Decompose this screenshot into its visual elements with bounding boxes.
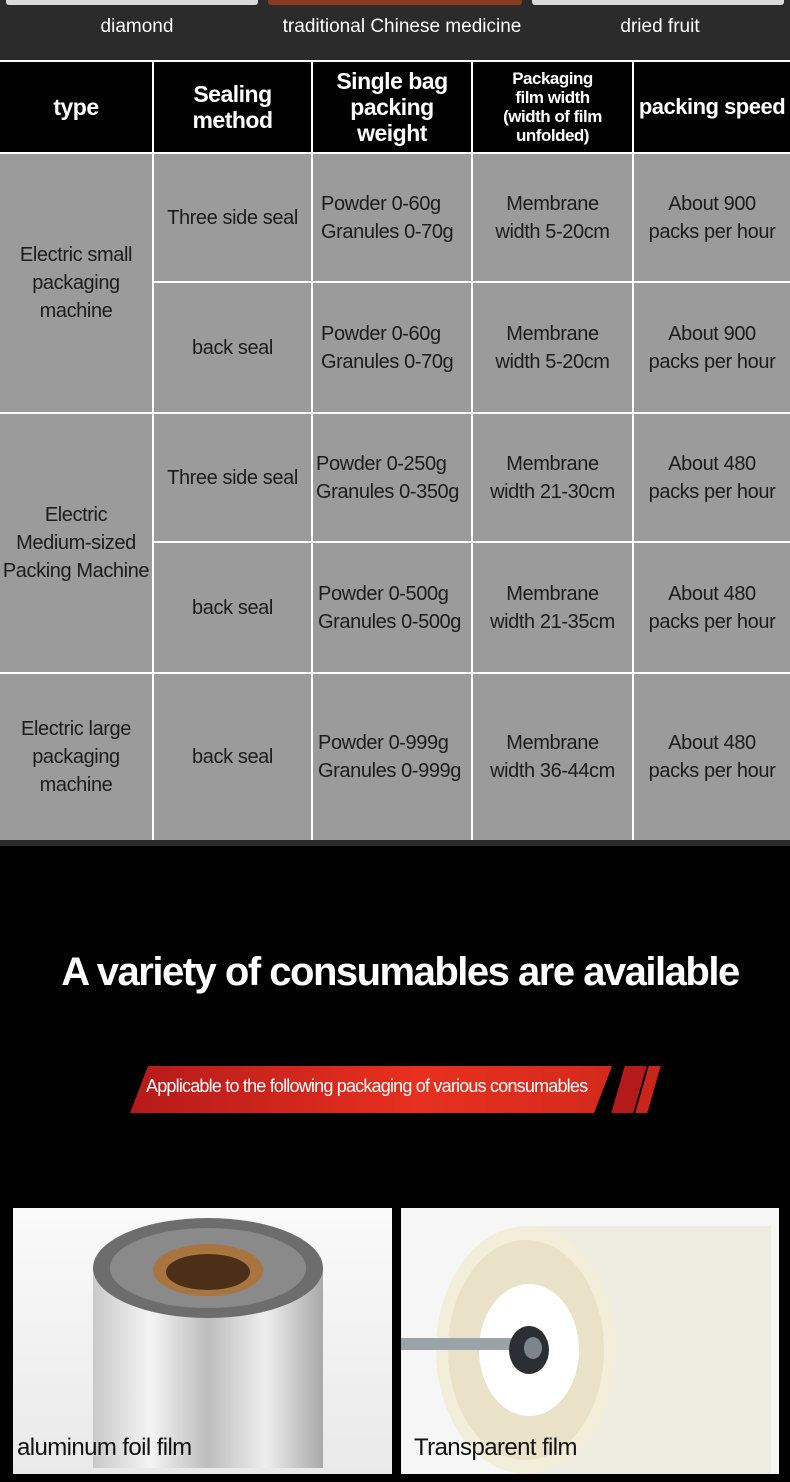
table-top-border — [0, 60, 790, 62]
row-3-speed: About 480 packs per hour — [634, 414, 790, 541]
header-packing-weight: Single bag packing weight — [313, 62, 471, 152]
table-column-divider — [632, 62, 634, 840]
row-5-speed: About 480 packs per hour — [634, 674, 790, 840]
table-column-divider — [152, 62, 154, 840]
machine-type-large: Electric large packaging machine — [0, 674, 152, 840]
header-type: type — [0, 62, 152, 152]
row-3-sealing: Three side seal — [154, 414, 311, 541]
row-1-weight: Powder 0-60g Granules 0-70g — [313, 154, 471, 281]
machine-type-small: Electric small packaging machine — [0, 154, 152, 412]
consumables-banner-text: Applicable to the following packaging of various consumables — [146, 1076, 588, 1096]
dried-fruit-thumbnail-edge — [532, 0, 784, 5]
row-3-film: Membrane width 21-30cm — [473, 414, 632, 541]
transparent-film-tile — [401, 1208, 779, 1474]
row-2-weight: Powder 0-60g Granules 0-70g — [313, 283, 471, 412]
row-1-film: Membrane width 5-20cm — [473, 154, 632, 281]
table-header-divider — [0, 152, 790, 154]
row-2-film: Membrane width 5-20cm — [473, 283, 632, 412]
table-group-divider — [0, 412, 790, 414]
table-column-divider — [471, 62, 473, 840]
transparent-film-caption: Transparent film — [414, 1434, 577, 1461]
row-4-sealing: back seal — [154, 543, 311, 672]
aluminum-foil-film-tile — [13, 1208, 392, 1474]
caption-diamond: diamond — [100, 16, 174, 37]
row-1-sealing: Three side seal — [154, 154, 311, 281]
row-4-film: Membrane width 21-35cm — [473, 543, 632, 672]
row-2-sealing: back seal — [154, 283, 311, 412]
caption-chinese-medicine: traditional Chinese medicine — [282, 16, 522, 37]
header-sealing-method: Sealing method — [154, 62, 311, 152]
caption-dried-fruit: dried fruit — [620, 16, 700, 37]
diamond-thumbnail-edge — [6, 0, 258, 5]
category-caption-strip — [0, 0, 790, 60]
consumables-title: A variety of consumables are available — [61, 950, 739, 994]
header-packing-speed: packing speed — [634, 62, 790, 152]
row-5-weight: Powder 0-999g Granules 0-999g — [313, 674, 471, 840]
row-4-weight: Powder 0-500g Granules 0-500g — [313, 543, 471, 672]
row-5-film: Membrane width 36-44cm — [473, 674, 632, 840]
table-group-divider — [0, 672, 790, 674]
header-film-width: Packaging film width (width of film unfolded) — [473, 62, 632, 152]
machine-type-medium: Electric Medium-sized Packing Machine — [0, 414, 152, 672]
table-column-divider — [311, 62, 313, 840]
medicine-thumbnail-edge — [268, 0, 522, 5]
row-2-speed: About 900 packs per hour — [634, 283, 790, 412]
aluminum-foil-caption: aluminum foil film — [17, 1434, 192, 1461]
row-1-speed: About 900 packs per hour — [634, 154, 790, 281]
row-4-speed: About 480 packs per hour — [634, 543, 790, 672]
table-bottom-strip — [0, 840, 790, 846]
row-5-sealing: back seal — [154, 674, 311, 840]
machine-spec-table — [0, 62, 790, 840]
row-3-weight: Powder 0-250g Granules 0-350g — [313, 414, 471, 541]
